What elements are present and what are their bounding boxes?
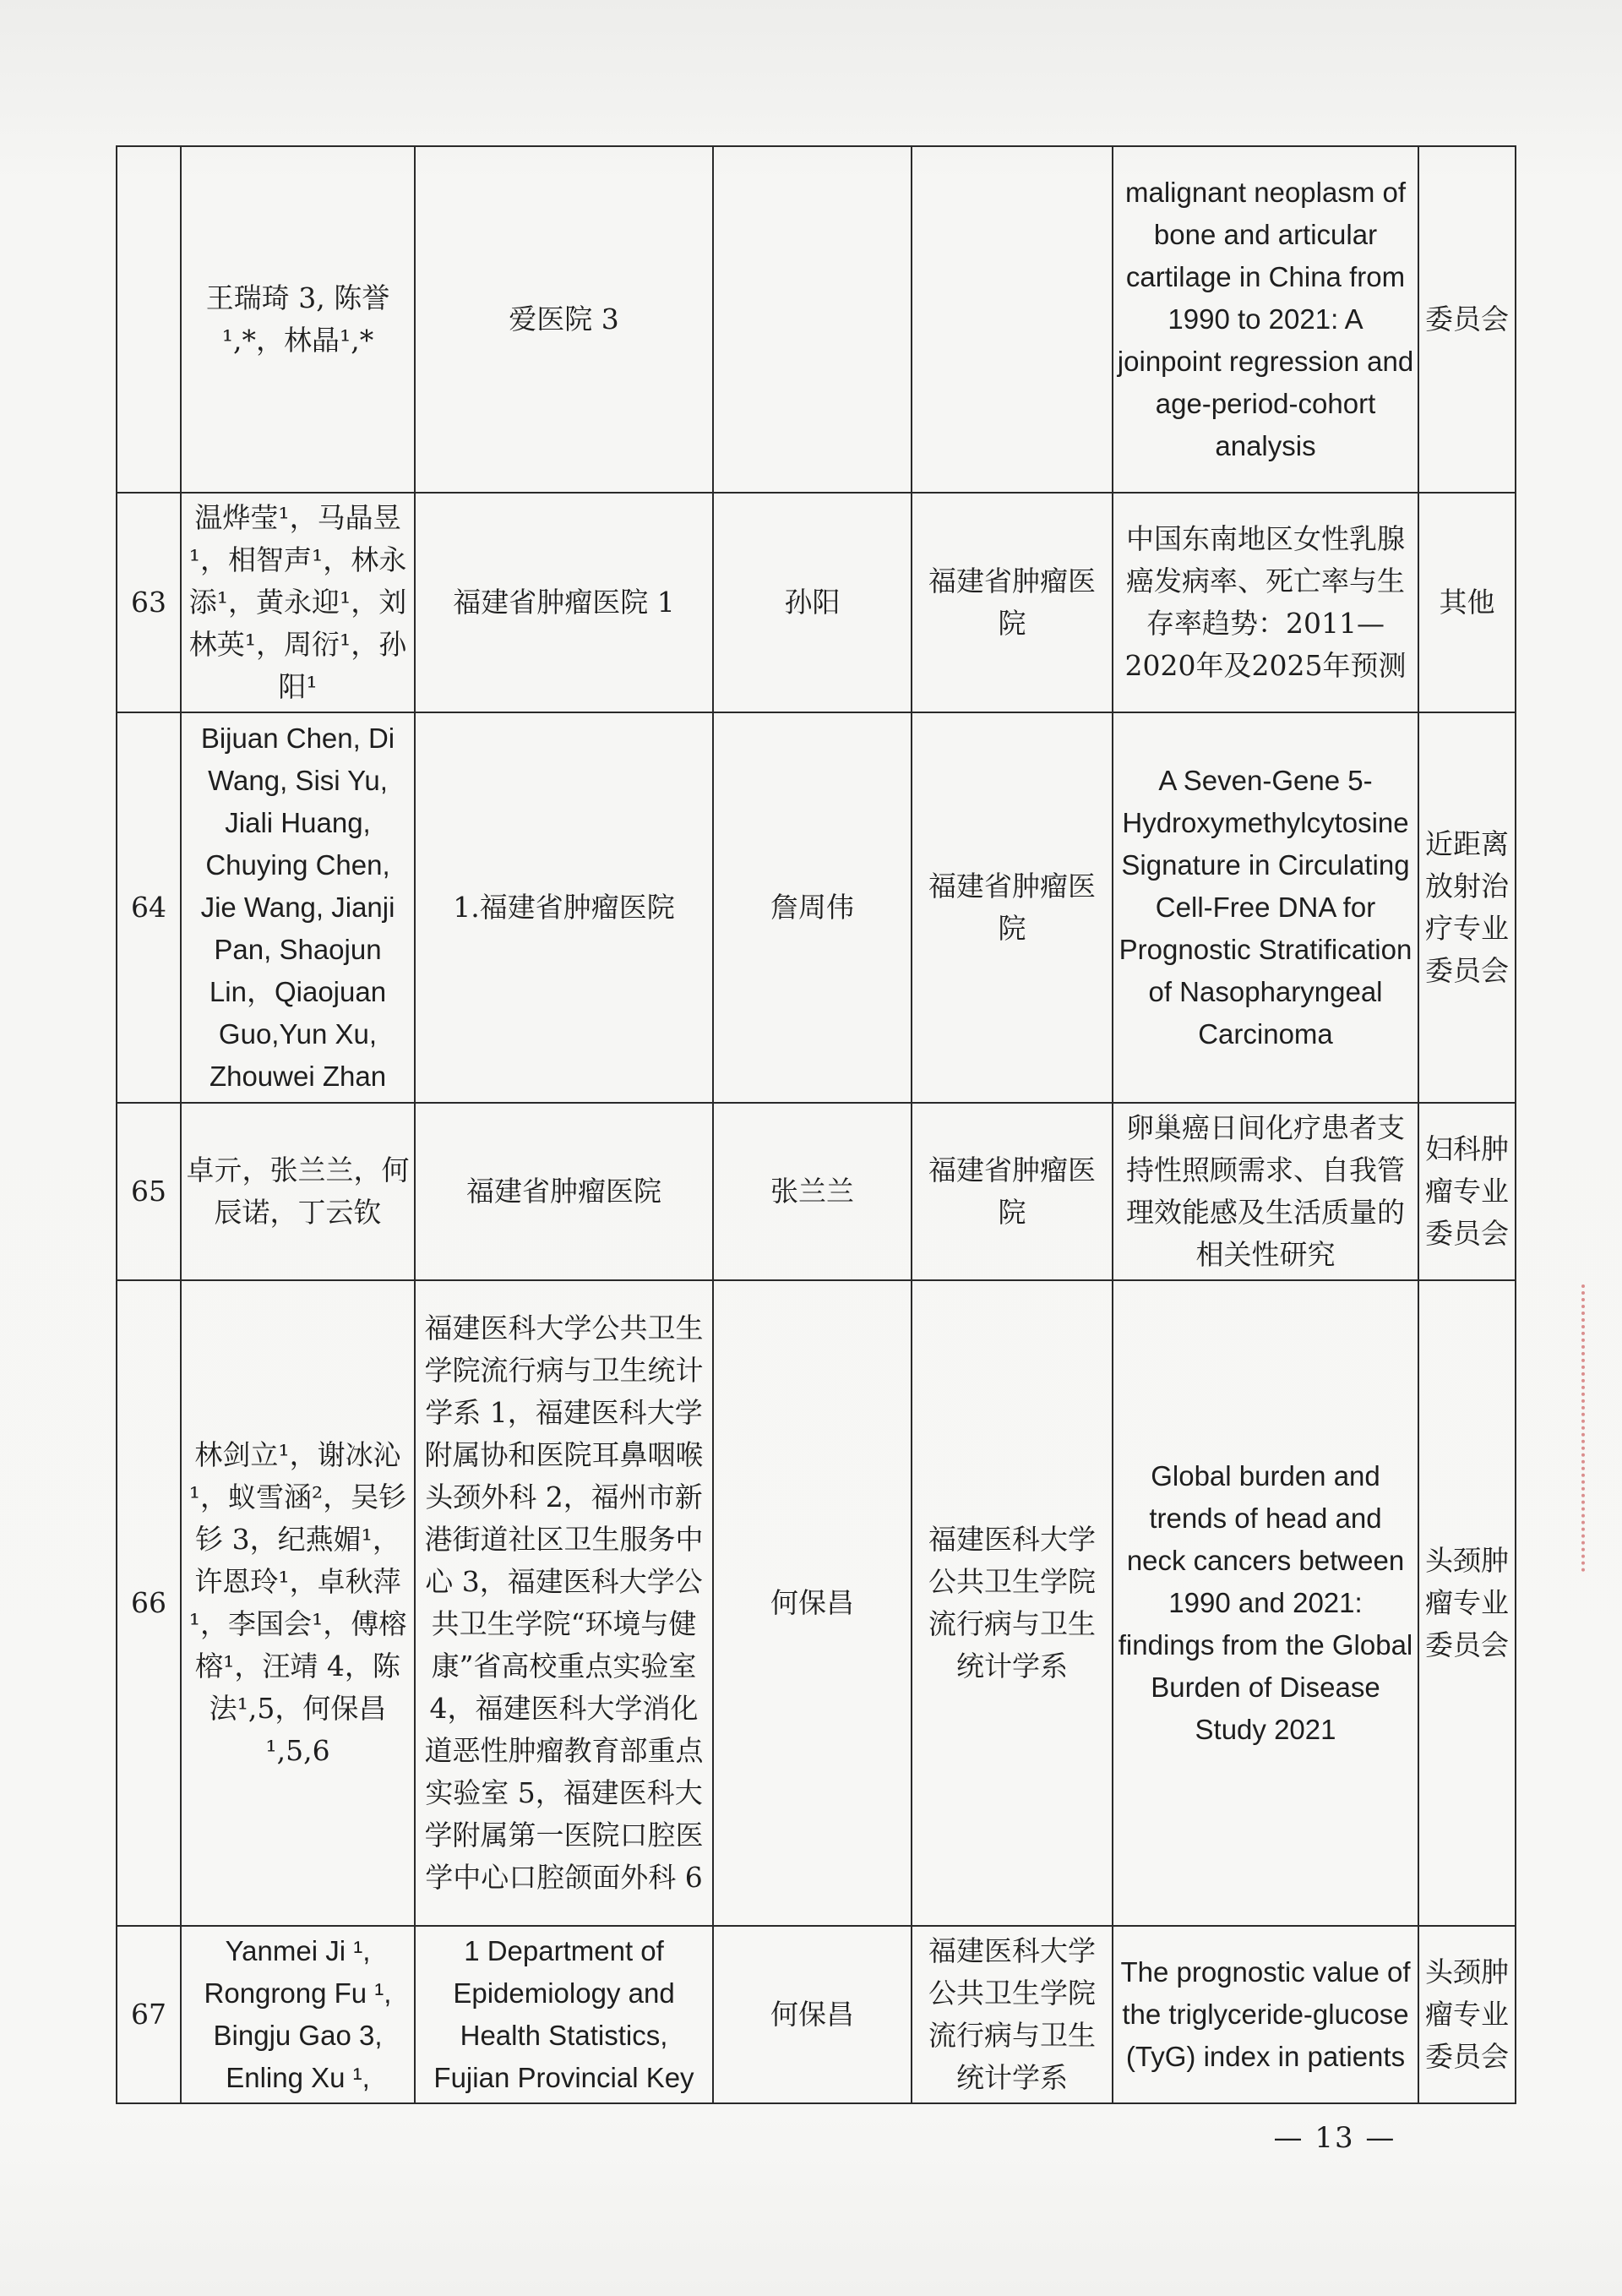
authors-cell: 林剑立¹，谢冰沁¹，蚁雪涵²，吴钐钐 3，纪燕媚¹，许恩玲¹，卓秋萍¹，李国会¹，傅榕榕¹，汪靖 4，陈法¹,5，何保昌¹,5,6 (181, 1280, 415, 1926)
corresponding-author-cell (713, 146, 912, 493)
awards-table (116, 145, 1516, 2104)
authors-cell: 卓亓，张兰兰，何辰诺，丁云钦 (181, 1103, 415, 1280)
authors-cell: Bijuan Chen, Di Wang, Sisi Yu, Jiali Huang, Chuying Chen, Jie Wang, Jianji Pan, Shaojun Lin，Qiaojuan Guo,Yun Xu, Zhouwei Zhan (181, 712, 415, 1103)
row-number-cell: 66 (117, 1280, 181, 1926)
paper-title-cell: 中国东南地区女性乳腺癌发病率、死亡率与生存率趋势：2011—2020年及2025年预测 (1113, 493, 1418, 712)
corresponding-unit-cell (912, 146, 1113, 493)
unit-cell: 1.福建省肿瘤医院 (415, 712, 713, 1103)
committee-cell: 委员会 (1418, 146, 1516, 493)
row-number-cell (117, 146, 181, 493)
row-number-cell: 65 (117, 1103, 181, 1280)
corresponding-author-cell: 何保昌 (713, 1280, 912, 1926)
corresponding-unit-cell: 福建省肿瘤医院 (912, 1103, 1113, 1280)
unit-cell: 福建省肿瘤医院 1 (415, 493, 713, 712)
committee-cell: 近距离放射治疗专业委员会 (1418, 712, 1516, 1103)
corresponding-author-cell: 张兰兰 (713, 1103, 912, 1280)
committee-cell: 其他 (1418, 493, 1516, 712)
unit-cell: 福建医科大学公共卫生学院流行病与卫生统计学系 1，福建医科大学附属协和医院耳鼻咽喉头颈外科 2，福州市新港街道社区卫生服务中心 3，福建医科大学公共卫生学院“环境与健康”省高校重点实验室 4，福建医科大学消化道恶性肿瘤教育部重点实验室 5，福建医科大学附属第一医院口腔医学中心口腔颌面外科 6 (415, 1280, 713, 1926)
row-number-cell: 64 (117, 712, 181, 1103)
seal-edge-mark (1581, 1284, 1622, 1572)
corresponding-unit-cell: 福建省肿瘤医院 (912, 712, 1113, 1103)
table-row (117, 712, 1516, 1103)
table-row (117, 1280, 1516, 1926)
authors-cell: 王瑞琦 3, 陈誉¹,*，林晶¹,* (181, 146, 415, 493)
corresponding-author-cell: 孙阳 (713, 493, 912, 712)
page-number: — 13 — (1273, 2121, 1396, 2155)
unit-cell: 爱医院 3 (415, 146, 713, 493)
committee-cell: 头颈肿瘤专业委员会 (1418, 1926, 1516, 2103)
paper-title-cell: The prognostic value of the triglyceride-glucose (TyG) index in patients (1113, 1926, 1418, 2103)
corresponding-author-cell: 詹周伟 (713, 712, 912, 1103)
table-row (117, 1926, 1516, 2103)
paper-title-cell: A Seven-Gene 5-Hydroxymethylcytosine Signature in Circulating Cell-Free DNA for Prognostic Stratification of Nasopharyngeal Carcinoma (1113, 712, 1418, 1103)
authors-cell: Yanmei Ji ¹, Rongrong Fu ¹, Bingju Gao 3, Enling Xu ¹, (181, 1926, 415, 2103)
table-row (117, 1103, 1516, 1280)
corresponding-unit-cell: 福建医科大学公共卫生学院流行病与卫生统计学系 (912, 1280, 1113, 1926)
authors-cell: 温烨莹¹，马晶昱¹，相智声¹，林永添¹，黄永迎¹，刘林英¹，周衍¹，孙阳¹ (181, 493, 415, 712)
paper-title-cell: malignant neoplasm of bone and articular cartilage in China from 1990 to 2021: A joinpoint regression and age-period-cohort analysis (1113, 146, 1418, 493)
row-number-cell: 67 (117, 1926, 181, 2103)
corresponding-author-cell: 何保昌 (713, 1926, 912, 2103)
table-row (117, 493, 1516, 712)
unit-cell: 1 Department of Epidemiology and Health Statistics, Fujian Provincial Key (415, 1926, 713, 2103)
row-number-cell: 63 (117, 493, 181, 712)
committee-cell: 妇科肿瘤专业委员会 (1418, 1103, 1516, 1280)
paper-title-cell: 卵巢癌日间化疗患者支持性照顾需求、自我管理效能感及生活质量的相关性研究 (1113, 1103, 1418, 1280)
table-row (117, 146, 1516, 493)
unit-cell: 福建省肿瘤医院 (415, 1103, 713, 1280)
committee-cell: 头颈肿瘤专业委员会 (1418, 1280, 1516, 1926)
corresponding-unit-cell: 福建省肿瘤医院 (912, 493, 1113, 712)
corresponding-unit-cell: 福建医科大学公共卫生学院流行病与卫生统计学系 (912, 1926, 1113, 2103)
paper-title-cell: Global burden and trends of head and neck cancers between 1990 and 2021: findings from the Global Burden of Disease Study 2021 (1113, 1280, 1418, 1926)
